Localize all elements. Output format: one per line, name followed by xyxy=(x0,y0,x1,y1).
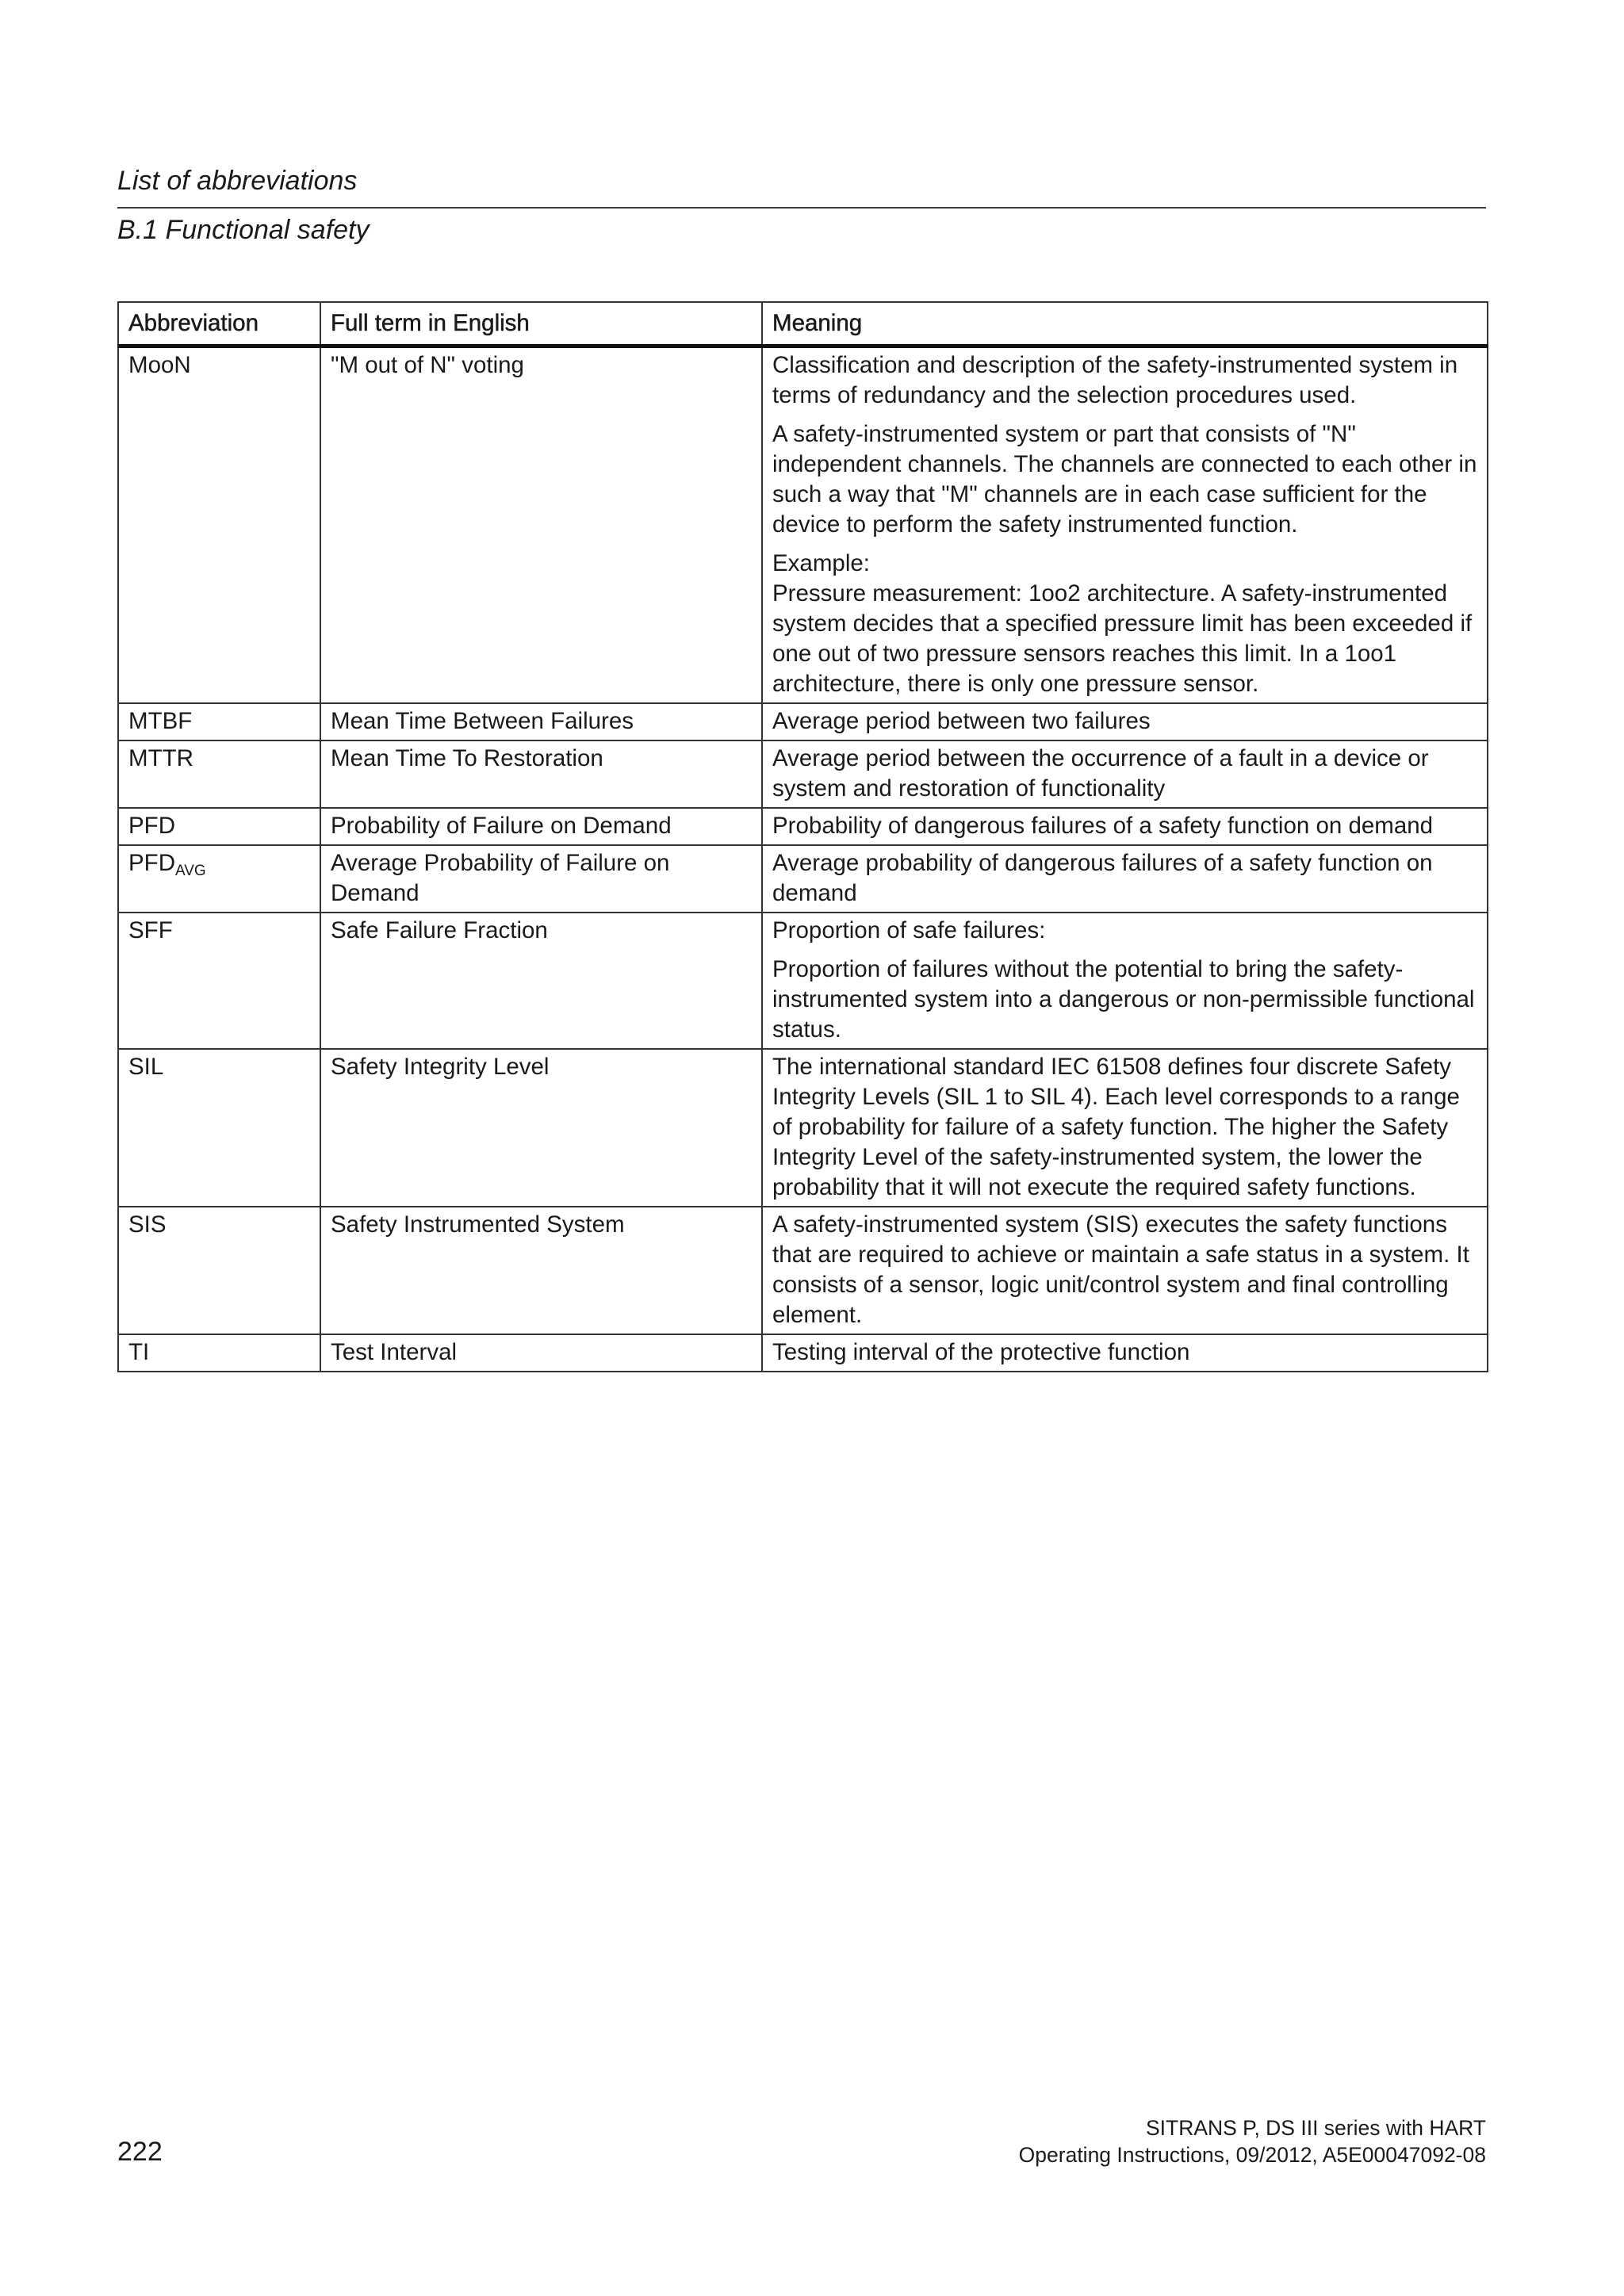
meaning-paragraph: Proportion of safe failures: xyxy=(772,917,1046,943)
abbreviation-cell: MTTR xyxy=(118,740,320,808)
example-label: Example: xyxy=(772,550,870,576)
table-row-sff xyxy=(118,913,1488,1049)
abbreviation-subscript: AVG xyxy=(175,863,206,879)
abbreviation-cell: PFD xyxy=(118,808,320,845)
meaning-paragraph: Testing interval of the protective function xyxy=(772,1339,1190,1365)
meaning-paragraph: Average period between the occurrence of a fault in a device or system and restoration of functionality xyxy=(772,745,1429,802)
header-divider xyxy=(117,207,1486,209)
meaning-paragraph: A safety-instrumented system or part that consists of "N" independent channels. The channels are connected to each other in such a way that "M" channels are in each case sufficient for the device to perform the safety instrumented function. xyxy=(772,421,1477,538)
meaning-cell xyxy=(762,346,1488,704)
column-header-meaning: Meaning xyxy=(762,302,1488,346)
table-row-moon xyxy=(118,346,1488,704)
abbreviation-cell: MooN xyxy=(118,346,320,704)
meaning-cell xyxy=(762,845,1488,913)
table-row-ti xyxy=(118,1334,1488,1372)
abbreviation-cell: TI xyxy=(118,1334,320,1372)
abbreviations-table xyxy=(117,301,1488,1372)
full-term-cell: "M out of N" voting xyxy=(320,346,762,704)
table-row-sil xyxy=(118,1049,1488,1207)
meaning-paragraph xyxy=(772,549,1477,699)
full-term-cell: Test Interval xyxy=(320,1334,762,1372)
table-row-mtbf xyxy=(118,703,1488,740)
abbreviation-main: PFD xyxy=(128,850,175,876)
meaning-cell xyxy=(762,913,1488,1049)
meaning-paragraph: Classification and description of the safety-instrumented system in terms of redundancy and the selection procedures used. xyxy=(772,352,1458,408)
full-term-cell: Safe Failure Fraction xyxy=(320,913,762,1049)
abbreviation-cell: SIL xyxy=(118,1049,320,1207)
table-row-mttr xyxy=(118,740,1488,808)
table-row-pfd-avg xyxy=(118,845,1488,913)
meaning-cell xyxy=(762,1334,1488,1372)
meaning-paragraph: Probability of dangerous failures of a safety function on demand xyxy=(772,813,1434,839)
meaning-paragraph: Average period between two failures xyxy=(772,708,1151,734)
full-term-cell: Mean Time To Restoration xyxy=(320,740,762,808)
running-header-section: B.1 Functional safety xyxy=(117,215,370,245)
meaning-paragraph: Proportion of failures without the potential to bring the safety-instrumented system into a dangerous or non-permissible functional status. xyxy=(772,956,1475,1043)
meaning-cell xyxy=(762,1049,1488,1207)
meaning-cell xyxy=(762,703,1488,740)
table-header-row xyxy=(118,302,1488,346)
full-term-cell: Average Probability of Failure on Demand xyxy=(320,845,762,913)
full-term-cell: Mean Time Between Failures xyxy=(320,703,762,740)
full-term-cell: Safety Integrity Level xyxy=(320,1049,762,1207)
meaning-cell xyxy=(762,808,1488,845)
meaning-paragraph: A safety-instrumented system (SIS) executes the safety functions that are required to achieve or maintain a safe status in a system. It consists of a sensor, logic unit/control system and final controlling element. xyxy=(772,1211,1469,1328)
abbreviation-cell xyxy=(118,845,320,913)
footer-document-info xyxy=(1019,2114,1486,2168)
meaning-paragraph: Average probability of dangerous failures of a safety function on demand xyxy=(772,850,1433,906)
meaning-paragraph: The international standard IEC 61508 defines four discrete Safety Integrity Levels (SIL 1 to SIL 4). Each level corresponds to a range of probability for failure of a safety function. The higher the Safety Integrity Level of the safety-instrumented system, the lower the probability that it will not execute the required safety functions. xyxy=(772,1054,1460,1200)
abbreviation-cell: SFF xyxy=(118,913,320,1049)
abbreviation-cell: MTBF xyxy=(118,703,320,740)
table-row-pfd xyxy=(118,808,1488,845)
table-row-sis xyxy=(118,1207,1488,1334)
footer-product-name: SITRANS P, DS III series with HART xyxy=(1145,2116,1486,2140)
meaning-cell xyxy=(762,1207,1488,1334)
column-header-full-term: Full term in English xyxy=(320,302,762,346)
full-term-cell: Safety Instrumented System xyxy=(320,1207,762,1334)
meaning-cell xyxy=(762,740,1488,808)
full-term-cell: Probability of Failure on Demand xyxy=(320,808,762,845)
page-number: 222 xyxy=(117,2137,163,2167)
column-header-abbreviation: Abbreviation xyxy=(118,302,320,346)
running-header-chapter: List of abbreviations xyxy=(117,166,358,196)
footer-document-id: Operating Instructions, 09/2012, A5E00047092-08 xyxy=(1018,2143,1486,2167)
example-text: Pressure measurement: 1oo2 architecture. A safety-instrumented system decides that a specified pressure limit has been exceeded if one out of two pressure sensors reaches this limit. In a 1oo1 architecture, there is only one pressure sensor. xyxy=(772,580,1473,697)
abbreviation-cell: SIS xyxy=(118,1207,320,1334)
